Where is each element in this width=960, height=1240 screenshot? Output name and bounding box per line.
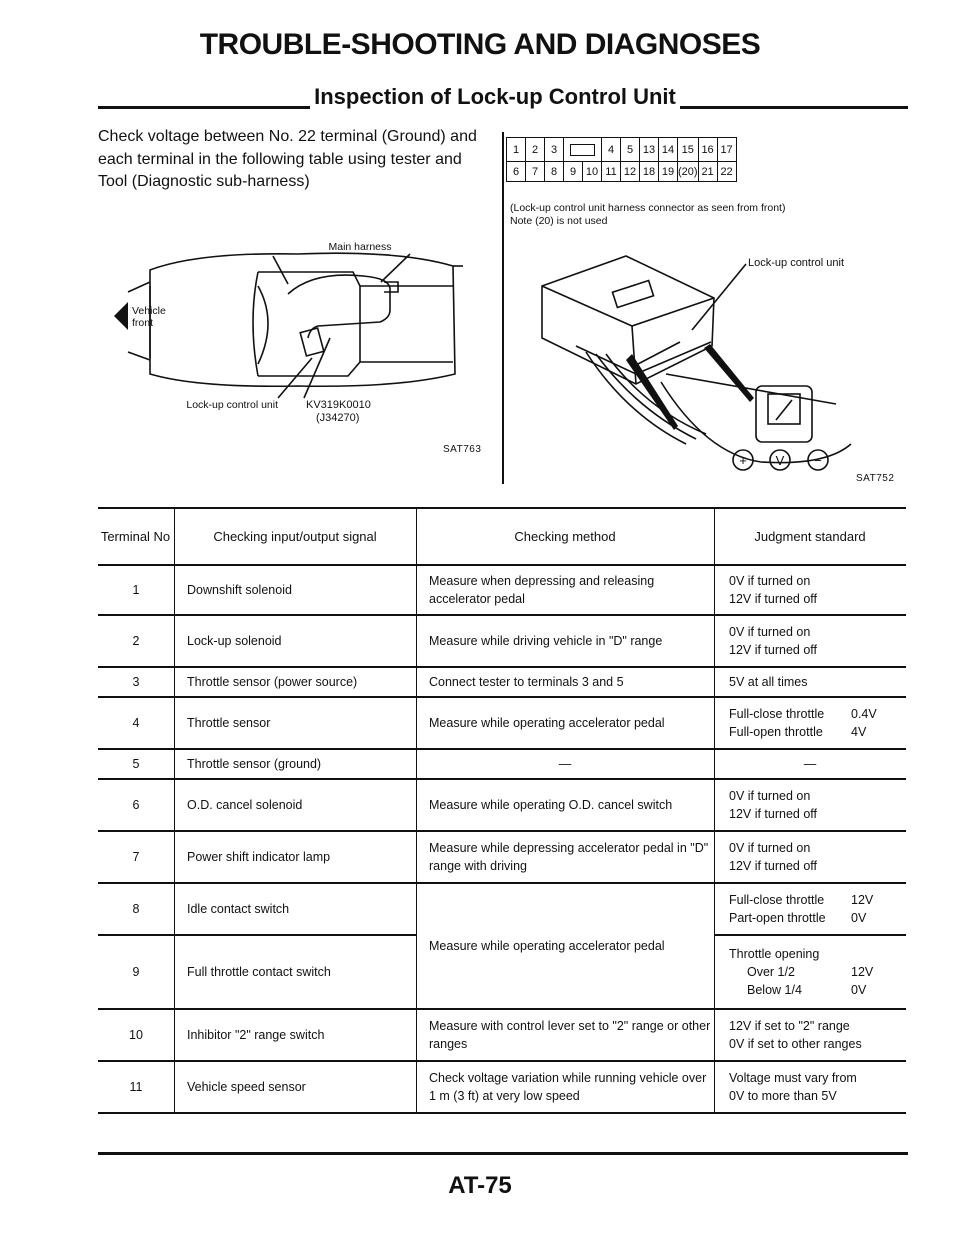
terminal-number: 4 [98, 697, 175, 749]
meter-minus-icon: − [814, 453, 822, 468]
table-row [98, 831, 906, 883]
section-title: Inspection of Lock-up Control Unit [314, 84, 676, 109]
control-unit-label: Lock-up control unit [748, 257, 844, 269]
connector-pin: 14 [659, 138, 678, 162]
connector-pin: 22 [717, 162, 736, 182]
check-method: Measure when depressing and releasing accelerator pedal [417, 565, 715, 615]
intro-text: Check voltage between No. 22 terminal (Ground) and each terminal in the following table using tester and Tool (Diagnostic sub-harness) [98, 128, 477, 190]
judgment: 12V if set to "2" range 0V if set to other ranges [715, 1009, 907, 1061]
signal-name: O.D. cancel solenoid [175, 779, 417, 831]
check-method: Measure while driving vehicle in "D" range [417, 615, 715, 667]
header-terminal: Terminal No [98, 508, 175, 565]
signal-name: Inhibitor "2" range switch [175, 1009, 417, 1061]
judgment: Throttle opening Over 1/2 12V Below 1/4 0V [715, 935, 907, 1009]
connector-pin: 19 [659, 162, 678, 182]
terminal-number: 1 [98, 565, 175, 615]
connector-pin: 18 [640, 162, 659, 182]
terminal-number: 3 [98, 667, 175, 697]
terminal-number: 2 [98, 615, 175, 667]
header-judgment: Judgment standard [715, 508, 907, 565]
page-number: AT-75 [448, 1172, 512, 1199]
terminal-number: 6 [98, 779, 175, 831]
connector-pin: 6 [507, 162, 526, 182]
connector-pin: 12 [621, 162, 640, 182]
judgment: — [715, 749, 907, 779]
signal-name: Power shift indicator lamp [175, 831, 417, 883]
signal-name: Throttle sensor (ground) [175, 749, 417, 779]
judgment: Voltage must vary from 0V to more than 5V [715, 1061, 907, 1113]
table-row [98, 749, 906, 779]
signal-name: Downshift solenoid [175, 565, 417, 615]
judgment: 0V if turned on 12V if turned off [715, 615, 907, 667]
judgment: 0V if turned on 12V if turned off [715, 831, 907, 883]
tool-code-label: KV319K0010 [306, 399, 371, 411]
vehicle-diagram [98, 226, 498, 482]
arrow-icon [114, 302, 128, 330]
judgment: 0V if turned on 12V if turned off [715, 565, 907, 615]
table-header-row [98, 508, 906, 565]
connector-pin: 10 [583, 162, 602, 182]
check-method: Measure while operating accelerator pedal [417, 883, 715, 1009]
footer-rule [98, 1152, 908, 1155]
connector-pin: 7 [526, 162, 545, 182]
column-divider [502, 132, 504, 484]
connector-pin: 13 [640, 138, 659, 162]
connector-pin-diagram [506, 137, 737, 182]
meter-volt-icon: V [775, 453, 785, 468]
vehicle-front-label-1: Vehicle [132, 305, 166, 317]
connector-row [507, 138, 737, 162]
signal-name: Full throttle contact switch [175, 935, 417, 1009]
main-harness-label: Main harness [328, 241, 392, 253]
tool-code-alt-label: (J34270) [316, 412, 360, 424]
connector-row [507, 162, 737, 182]
connector-pin: 4 [602, 138, 621, 162]
table-row [98, 883, 906, 935]
table-row [98, 615, 906, 667]
meter-plus-icon: + [739, 453, 747, 468]
connector-pin: 8 [545, 162, 564, 182]
connector-pin: 2 [526, 138, 545, 162]
section-rule [98, 106, 310, 109]
figure-id: SAT763 [443, 444, 482, 455]
connector-pin: 9 [564, 162, 583, 182]
terminal-number: 11 [98, 1061, 175, 1113]
terminal-number: 10 [98, 1009, 175, 1061]
signal-name: Idle contact switch [175, 883, 417, 935]
signal-name: Lock-up solenoid [175, 615, 417, 667]
section-rule [680, 106, 908, 109]
terminal-number: 7 [98, 831, 175, 883]
terminal-number: 5 [98, 749, 175, 779]
table-row [98, 1061, 906, 1113]
check-method: Connect tester to terminals 3 and 5 [417, 667, 715, 697]
table-row [98, 667, 906, 697]
connector-pin: 16 [698, 138, 717, 162]
terminal-check-table [98, 507, 906, 1114]
connector-pin: 5 [621, 138, 640, 162]
connector-pin: 1 [507, 138, 526, 162]
judgment: 0V if turned on 12V if turned off [715, 779, 907, 831]
signal-name: Vehicle speed sensor [175, 1061, 417, 1113]
check-method: Measure while depressing accelerator pedal in "D" range with driving [417, 831, 715, 883]
header-signal: Checking input/output signal [175, 508, 417, 565]
check-method: Measure with control lever set to "2" range or other ranges [417, 1009, 715, 1061]
table-row [98, 697, 906, 749]
check-method: Check voltage variation while running vehicle over 1 m (3 ft) at very low speed [417, 1061, 715, 1113]
control-unit-diagram [506, 234, 906, 484]
connector-pin: 15 [678, 138, 699, 162]
figure-id: SAT752 [856, 473, 895, 484]
check-method: Measure while operating accelerator pedal [417, 697, 715, 749]
check-method: Measure while operating O.D. cancel switch [417, 779, 715, 831]
terminal-number: 8 [98, 883, 175, 935]
terminal-number: 9 [98, 935, 175, 1009]
table-row [98, 1009, 906, 1061]
connector-note: (Lock-up control unit harness connector as seen from front) [510, 202, 786, 214]
connector-pin: 11 [602, 162, 621, 182]
judgment: Full-close throttle 0.4V Full-open throttle 4V [715, 697, 907, 749]
signal-name: Throttle sensor [175, 697, 417, 749]
connector-pin: 21 [698, 162, 717, 182]
judgment: 5V at all times [715, 667, 907, 697]
connector-note-unused: Note (20) is not used [510, 215, 608, 227]
connector-pin: 3 [545, 138, 564, 162]
page-title: TROUBLE-SHOOTING AND DIAGNOSES [199, 28, 761, 61]
check-method: — [417, 749, 715, 779]
table-row [98, 779, 906, 831]
vehicle-front-label-2: front [132, 317, 154, 329]
header-method: Checking method [417, 508, 715, 565]
connector-key [564, 138, 602, 162]
table-row [98, 565, 906, 615]
lock-up-unit-label: Lock-up control unit [186, 399, 278, 411]
signal-name: Throttle sensor (power source) [175, 667, 417, 697]
connector-pin: (20) [678, 162, 699, 182]
judgment: Full-close throttle 12V Part-open throttle 0V [715, 883, 907, 935]
connector-pin: 17 [717, 138, 736, 162]
